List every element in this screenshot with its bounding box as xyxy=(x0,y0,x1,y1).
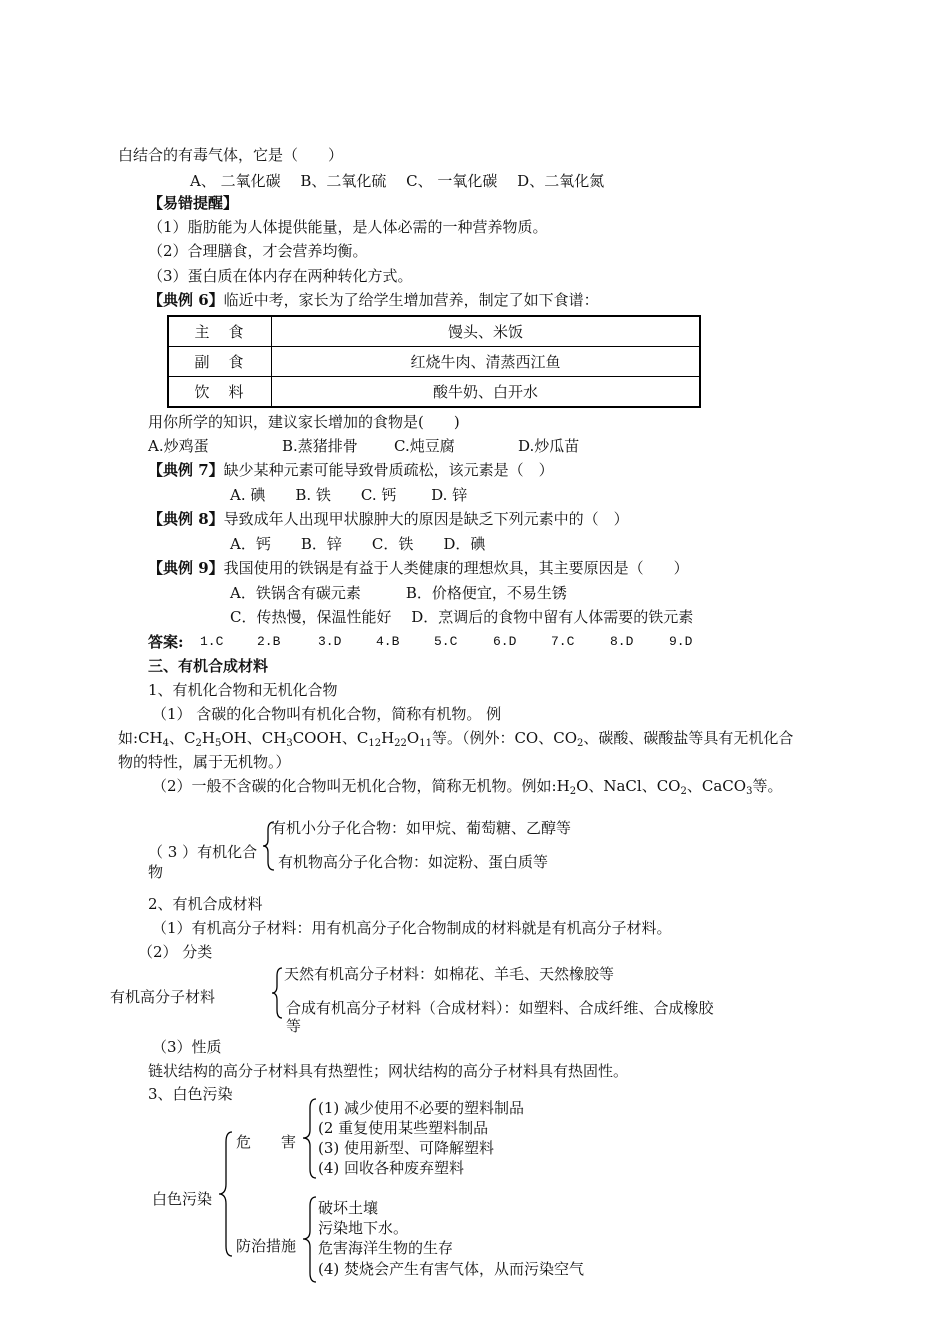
tree-leaf: (4) 焚烧会产生有害气体，从而污染空气 xyxy=(318,1260,585,1278)
answer-item: 9.D xyxy=(669,634,693,649)
bracket-item: 天然有机高分子材料：如棉花、羊毛、天然橡胶等 xyxy=(284,965,615,983)
tree-branch: 危 害 xyxy=(236,1133,297,1151)
answer-item: 7.C xyxy=(551,634,575,649)
answer-item: 1.C xyxy=(200,634,224,649)
paragraph: 物的特性，属于无机物。） xyxy=(118,753,291,771)
tips-title: 【易错提醒】 xyxy=(148,194,239,212)
tree-root: 白色污染 xyxy=(152,1190,213,1208)
example-text: 临近中考，家长为了给学生增加营养，制定了如下食谱： xyxy=(223,291,599,309)
tree-leaf: (1) 减少使用不必要的塑料制品 xyxy=(318,1099,525,1117)
example-options: C．传热慢，保温性能好 D．烹调后的食物中留有人体需要的铁元素 xyxy=(230,608,694,626)
example-label: 【典例 9】 xyxy=(148,559,224,577)
example-text: 我国使用的铁锅是有益于人类健康的理想炊具，其主要原因是（ ） xyxy=(223,559,689,577)
brace-icon xyxy=(300,1194,318,1286)
subsection-title: 2、有机合成材料 xyxy=(148,895,263,913)
answer-item: 2.B xyxy=(257,634,281,649)
brace-icon xyxy=(270,966,284,1020)
example-options: A．铁锅含有碳元素 B．价格便宜，不易生锈 xyxy=(230,584,567,602)
tree-leaf: 污染地下水。 xyxy=(318,1219,409,1237)
example-options: A．钙 B．锌 C．铁 D．碘 xyxy=(230,535,486,553)
bracket-label: （ 3 ）有机化合 xyxy=(148,843,258,861)
table-cell-key: 饮 料 xyxy=(168,377,272,408)
tree-leaf: (3) 使用新型、可降解塑料 xyxy=(318,1139,495,1157)
example-text: 缺少某种元素可能导致骨质疏松，该元素是（ ） xyxy=(223,461,554,479)
example-7 xyxy=(148,460,554,480)
answers xyxy=(148,632,184,652)
paragraph-formulas: （2）一般不含碳的化合物叫无机化合物，简称无机物。例如$:H_2O$、NaCl、$CO_2$、CaCO$_3$等。 xyxy=(152,777,783,797)
example-label: 【典例 8】 xyxy=(148,510,224,528)
section-title: 三、有机合成材料 xyxy=(148,657,269,675)
bracket-label: 物 xyxy=(148,863,164,881)
tree-leaf: (2 重复使用某些塑料制品 xyxy=(318,1119,489,1137)
question-options: A、 二氧化碳 B、二氧化硫 C、 一氧化碳 D、二氧化氮 xyxy=(190,172,605,190)
tree-branch: 防治措施 xyxy=(236,1237,297,1255)
bracket-item: 有机小分子化合物：如甲烷、葡萄糖、乙醇等 xyxy=(271,819,572,837)
bracket-item: 有机物高分子化合物：如淀粉、蛋白质等 xyxy=(278,853,549,871)
answer-item: 8.D xyxy=(610,634,634,649)
example-option: B.蒸猪排骨 xyxy=(282,437,358,455)
bracket-item: 等 xyxy=(286,1017,302,1035)
bracket-label: 有机高分子材料 xyxy=(110,988,216,1006)
tip-item: （2）合理膳食，才会营养均衡。 xyxy=(148,242,368,260)
answers-label: 答案: xyxy=(148,633,184,651)
paragraph: 链状结构的高分子材料具有热塑性；网状结构的高分子材料具有热固性。 xyxy=(148,1062,629,1080)
example-9 xyxy=(148,558,689,578)
answer-item: 3.D xyxy=(318,634,342,649)
example-label: 【典例 6】 xyxy=(148,291,224,309)
table-cell-key: 主 食 xyxy=(168,316,272,347)
menu-table xyxy=(167,315,701,408)
example-8 xyxy=(148,509,629,529)
paragraph: （2） 分类 xyxy=(138,943,213,961)
paragraph: （3）性质 xyxy=(152,1038,222,1056)
tip-item: （1）脂肪能为人体提供能量，是人体必需的一种营养物质。 xyxy=(148,218,548,236)
table-cell-value: 馒头、米饭 xyxy=(272,316,701,347)
example-option: D.炒瓜苗 xyxy=(518,437,580,455)
answer-item: 4.B xyxy=(376,634,400,649)
answer-item: 5.C xyxy=(434,634,458,649)
brace-icon xyxy=(216,1128,234,1260)
table-row xyxy=(168,316,700,347)
subsection-title: 1、有机化合物和无机化合物 xyxy=(148,681,338,699)
paragraph-formulas: 如$:CH_4$、$C_2H_5OH$、$CH_3COOH$、$C_{12}H_{22}O_{11}$等。（例外：CO、$CO_2$、碳酸、碳酸盐等具有无机化合 xyxy=(118,729,794,749)
bracket-item: 合成有机高分子材料（合成材料）：如塑料、合成纤维、合成橡胶 xyxy=(286,999,714,1017)
paragraph: （1）有机高分子材料：用有机高分子化合物制成的材料就是有机高分子材料。 xyxy=(152,919,672,937)
paragraph: （1） 含碳的化合物叫有机化合物，简称有机物。 例 xyxy=(152,705,502,723)
table-row xyxy=(168,377,700,408)
example-options: A. 碘 B. 铁 C. 钙 D. 锌 xyxy=(230,486,468,504)
example-option: A.炒鸡蛋 xyxy=(148,437,209,455)
table-cell-value: 酸牛奶、白开水 xyxy=(272,377,701,408)
example-option: C.炖豆腐 xyxy=(394,437,455,455)
example-6 xyxy=(148,290,599,310)
example-text: 导致成年人出现甲状腺肿大的原因是缺乏下列元素中的（ ） xyxy=(223,510,629,528)
table-cell-key: 副 食 xyxy=(168,347,272,377)
example-question: 用你所学的知识，建议家长增加的食物是( ) xyxy=(148,413,460,431)
subsection-title: 3、白色污染 xyxy=(148,1085,233,1103)
tip-item: （3）蛋白质在体内存在两种转化方式。 xyxy=(148,267,413,285)
brace-icon xyxy=(300,1096,318,1182)
tree-leaf: 破坏土壤 xyxy=(318,1199,379,1217)
table-row xyxy=(168,347,700,377)
tree-leaf: 危害海洋生物的生存 xyxy=(318,1239,454,1257)
table-cell-value: 红烧牛肉、清蒸西江鱼 xyxy=(272,347,701,377)
example-label: 【典例 7】 xyxy=(148,461,224,479)
tree-leaf: (4) 回收各种废弃塑料 xyxy=(318,1159,465,1177)
answer-item: 6.D xyxy=(493,634,517,649)
question-stem: 白结合的有毒气体，它是（ ） xyxy=(118,146,344,164)
